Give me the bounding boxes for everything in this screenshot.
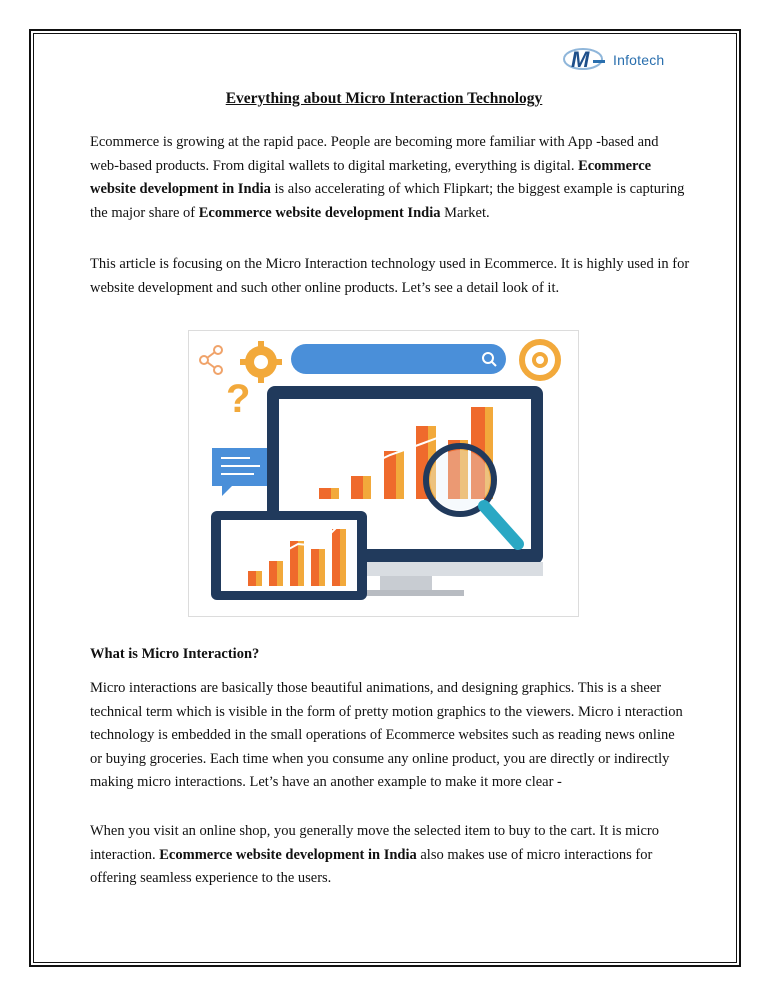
micro-paragraph: Micro interactions are basically those beautiful animations, and designing graphics. This is a sheer technical term which is visible in the form of pretty motion graphics to the viewers. Micro i nteraction technology is embedded in the small operations of Ecommerce websites such as reading news online or buying groceries. Each time when you consume any online product, you are directly or indirectly making micro interactions. Let’s have an another example to make it more clear - [90, 680, 683, 790]
logo-mark-icon [563, 46, 609, 72]
section-heading: What is Micro Interaction? [90, 646, 260, 662]
company-logo [563, 46, 681, 74]
visit-bold: Ecommerce website development in India [159, 846, 417, 863]
intro-paragraph: Ecommerce is growing at the rapid pace. People are becoming more familiar with App -based and web-based products. From digital wallets to digital marketing, everything is digital. Ecommerce website development in India is also accelerating of which Flipkart; the biggest example is capturing the major share of Ecommerce website development India Market. [90, 134, 685, 221]
svg-text:M: M [571, 47, 590, 72]
intro-bold-1: Ecommerce website development in India [90, 157, 652, 197]
ecommerce-analytics-illustration [188, 330, 579, 617]
focus-paragraph: This article is focusing on the Micro Interaction technology used in Ecommerce. It is highly used in for website development and such other online products. Let’s see a detail look of it. [90, 256, 690, 296]
tablet [211, 511, 367, 600]
intro-bold-2: Ecommerce website development India [198, 204, 441, 221]
document-title: Everything about Micro Interaction Technology [225, 90, 543, 107]
logo-text: Infotech [613, 52, 665, 68]
visit-paragraph: When you visit an online shop, you generally move the selected item to buy to the cart. It is micro interaction. Ecommerce website development in India also makes use of micro interactions for offering seamless experience to the users. [90, 823, 659, 886]
search-bar [291, 344, 506, 374]
question-icon: ? [226, 377, 251, 421]
